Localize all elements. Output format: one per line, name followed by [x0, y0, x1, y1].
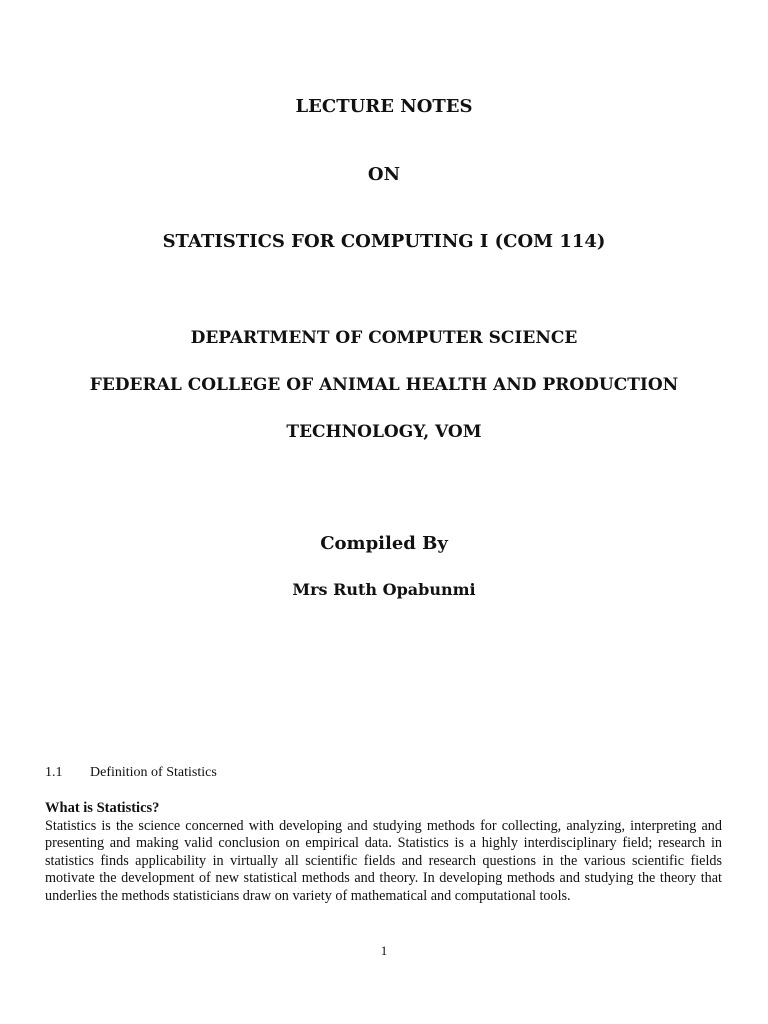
- section-title: Definition of Statistics: [90, 765, 217, 780]
- title-line-on: ON: [367, 164, 401, 185]
- compiled-by-label: Compiled By: [320, 533, 448, 554]
- title-line-course: STATISTICS FOR COMPUTING I (COM 114): [162, 231, 606, 252]
- institution-line-2: TECHNOLOGY, VOM: [286, 422, 482, 442]
- institution-line-1: FEDERAL COLLEGE OF ANIMAL HEALTH AND PRODUCTION: [89, 375, 679, 395]
- title-line-lecture-notes: LECTURE NOTES: [295, 96, 473, 117]
- section-heading: [45, 765, 217, 781]
- section-number: 1.1: [45, 765, 63, 780]
- author-name: Mrs Ruth Opabunmi: [292, 580, 476, 599]
- body-paragraph: Statistics is the science concerned with developing and studying methods for collecting, analyzing, interpreting and presenting and making valid conclusion on empirical data. Statistics is a highly interdisciplinary field; research in statistics finds applicability in virtually all scientific fields and research questions in the various scientific fields motivate the development of new statistical methods and theory. In developing methods and studying the theory that underlies the methods statisticians draw on variety of mathematical and computational tools.: [45, 818, 722, 904]
- department-name: DEPARTMENT OF COMPUTER SCIENCE: [190, 328, 578, 348]
- question-heading: What is Statistics?: [45, 800, 160, 816]
- page-number: 1: [380, 943, 388, 958]
